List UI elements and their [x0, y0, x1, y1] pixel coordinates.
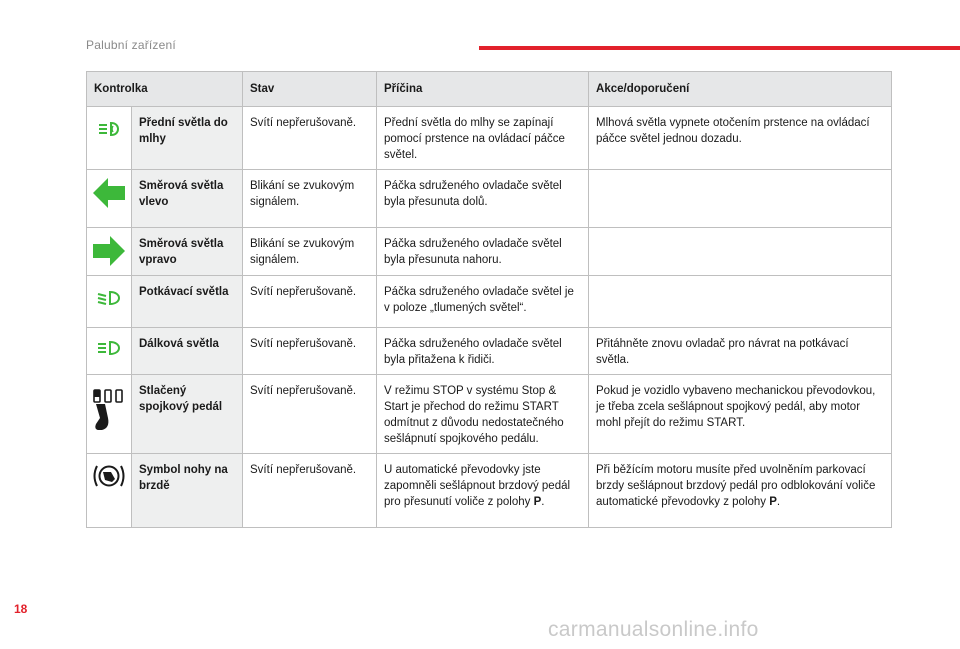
header-accent-bar — [479, 46, 960, 50]
column-header-pricina: Příčina — [377, 72, 589, 107]
table-row — [87, 375, 892, 454]
lamp-state: Blikání se zvukovým signálem. — [243, 228, 377, 276]
lamp-action — [589, 276, 892, 328]
lamp-state: Svítí nepřerušovaně. — [243, 328, 377, 375]
action-end: . — [776, 496, 781, 508]
lamp-state: Svítí nepřerušovaně. — [243, 107, 377, 170]
lamp-cause: V režimu STOP v systému Stop & Start je přechod do režimu START odmítnut z důvodu nedostatečného sešlápnutí spojkového pedálu. — [377, 375, 589, 454]
lamp-name: Přední světla do mlhy — [132, 107, 243, 170]
high-beam-icon — [87, 328, 131, 368]
column-header-akce: Akce/doporučení — [589, 72, 892, 107]
lamp-name: Směrová světla vpravo — [132, 228, 243, 276]
lamp-name: Symbol nohy na brzdě — [132, 454, 243, 528]
lamp-cause: Páčka sdruženého ovladače světel byla přitažena k řidiči. — [377, 328, 589, 375]
warning-lamps-table — [86, 71, 892, 528]
rear-fog-lamp-icon — [87, 107, 131, 151]
cause-text: U automatické převodovky jste zapomněli sešlápnout brzdový pedál pro přesunutí voliče z polohy — [384, 464, 571, 508]
lamp-name: Dálková světla — [132, 328, 243, 375]
lamp-name: Směrová světla vlevo — [132, 170, 243, 228]
table-row — [87, 228, 892, 276]
table-row — [87, 328, 892, 375]
lamp-action: Přitáhněte znovu ovladač pro návrat na potkávací světla. — [589, 328, 892, 375]
lamp-cause: Páčka sdruženého ovladače světel byla přesunuta dolů. — [377, 170, 589, 228]
low-beam-icon — [87, 276, 131, 320]
lamp-state: Svítí nepřerušovaně. — [243, 375, 377, 454]
lamp-action: Mlhová světla vypnete otočením prstence na ovládací páčce světel jednou dozadu. — [589, 107, 892, 170]
gear-position-p: P — [769, 496, 777, 508]
lamp-action — [589, 170, 892, 228]
table-header-row — [87, 72, 892, 107]
lamp-state: Svítí nepřerušovaně. — [243, 454, 377, 528]
action-text: Při běžícím motoru musíte před uvolněním parkovací brzdy sešlápnout brzdový pedál pro odblokování voliče automatické převodovky z polohy — [596, 464, 876, 508]
lamp-name: Potkávací světla — [132, 276, 243, 328]
column-header-kontrolka: Kontrolka — [87, 72, 243, 107]
column-header-stav: Stav — [243, 72, 377, 107]
lamp-state: Svítí nepřerušovaně. — [243, 276, 377, 328]
lamp-action — [589, 228, 892, 276]
page-section-title: Palubní zařízení — [86, 38, 176, 52]
lamp-cause — [377, 454, 589, 528]
table-row — [87, 454, 892, 528]
clutch-pedal-icon — [87, 375, 131, 445]
lamp-state: Blikání se zvukovým signálem. — [243, 170, 377, 228]
right-arrow-icon — [87, 228, 131, 274]
lamp-cause: Páčka sdruženého ovladače světel je v poloze „tlumených světel“. — [377, 276, 589, 328]
table-row — [87, 107, 892, 170]
lamp-name: Stlačený spojkový pedál — [132, 375, 243, 454]
table-row — [87, 276, 892, 328]
cause-end: . — [541, 496, 545, 508]
lamp-action: Pokud je vozidlo vybaveno mechanickou převodovkou, je třeba zcela sešlápnout spojkový pedál, aby motor mohl přejít do režimu START. — [589, 375, 892, 454]
lamp-cause: Přední světla do mlhy se zapínají pomocí prstence na ovládací páčce světel. — [377, 107, 589, 170]
watermark: carmanualsonline.info — [548, 618, 759, 641]
table-row — [87, 170, 892, 228]
lamp-cause: Páčka sdruženého ovladače světel byla přesunuta nahoru. — [377, 228, 589, 276]
left-arrow-icon — [87, 170, 131, 216]
gear-position-p: P — [533, 496, 542, 508]
page-number: 18 — [14, 602, 28, 616]
foot-on-brake-icon — [87, 454, 131, 498]
lamp-action — [589, 454, 892, 528]
